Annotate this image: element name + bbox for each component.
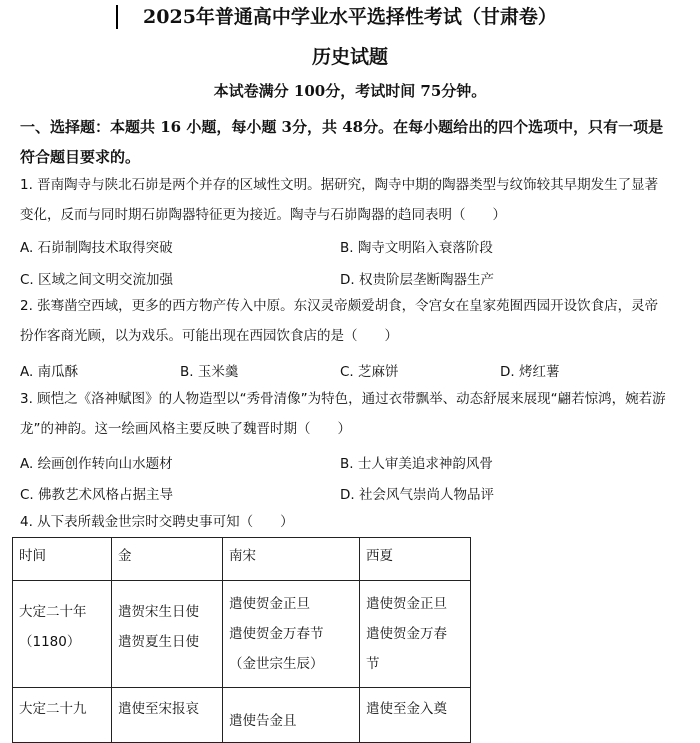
exam-info: 本试卷满分 100分，考试时间 75分钟。: [213, 82, 487, 100]
cell-line: 遣贺宋生日使: [118, 604, 199, 620]
question-2-stem: 2. 张骞凿空西域，更多的西方物产传入中原。东汉灵帝颇爱胡食，令宫女在皇家苑囿西园开设饮食店，灵帝扮作客商光顾，以为戏乐。可能出现在西园饮食店的是（ ）: [20, 298, 659, 344]
table-header-row: [13, 538, 471, 581]
table-header-cell: 时间: [13, 538, 112, 581]
exchange-table: [12, 537, 471, 743]
q2-option-c: C. 芝麻饼: [340, 364, 399, 380]
question-4-stem: 4. 从下表所载金世宗时交聘史事可知（ ）: [20, 514, 294, 530]
q1-option-a: A. 石峁制陶技术取得突破: [20, 240, 173, 256]
table-cell: [13, 581, 112, 688]
q3-option-c: C. 佛教艺术风格占据主导: [20, 487, 174, 503]
q1-option-c: C. 区域之间文明交流加强: [20, 272, 174, 288]
q3-option-b: B. 士人审美追求神韵风骨: [340, 456, 493, 472]
q3-option-d: D. 社会风气崇尚人物品评: [340, 487, 494, 503]
table-cell: [223, 581, 360, 688]
cell-line: 大定二十九: [19, 701, 87, 717]
cell-line: 大定二十年: [19, 604, 87, 620]
table-header-cell: 西夏: [360, 538, 471, 581]
table-header-cell: 南宋: [223, 538, 360, 581]
q2-option-b: B. 玉米羹: [180, 364, 239, 380]
question-1-stem: 1. 晋南陶寺与陕北石峁是两个并存的区域性文明。据研究，陶寺中期的陶器类型与纹饰较其早期发生了显著变化，反而与同时期石峁陶器特征更为接近。陶寺与石峁陶器的趋同表明（ ）: [20, 177, 659, 223]
q2-option-a: A. 南瓜酥: [20, 364, 79, 380]
table-cell: [13, 688, 112, 743]
section-heading: 一、选择题：本题共 16 小题，每小题 3分，共 48分。在每小题给出的四个选项中，只有一项是符合题目要求的。: [20, 118, 664, 166]
cell-line: 节: [366, 656, 380, 672]
cell-line: 遣使贺金正旦: [229, 596, 310, 612]
table-cell: [112, 688, 223, 743]
cell-line: 遣使贺金万春节: [229, 626, 324, 642]
table-cell: [112, 581, 223, 688]
table-row: [13, 688, 471, 743]
exam-title: 2025年普通高中学业水平选择性考试（甘肃卷）: [143, 6, 557, 28]
table-cell: [223, 688, 360, 743]
cell-line: 遣使告金且: [229, 713, 297, 729]
q1-option-d: D. 权贵阶层垄断陶器生产: [340, 272, 494, 288]
cell-line: 遣贺夏生日使: [118, 634, 199, 650]
q1-option-b: B. 陶寺文明陷入衰落阶段: [340, 240, 493, 256]
cell-line: 遣使贺金万春: [366, 626, 447, 642]
table-header-cell: 金: [112, 538, 223, 581]
cell-line: （1180）: [19, 634, 81, 650]
subject-title: 历史试题: [311, 46, 388, 68]
cell-line: 遣使贺金正旦: [366, 596, 447, 612]
question-3-stem: 3. 顾恺之《洛神赋图》的人物造型以“秀骨清像”为特色，通过衣带飘举、动态舒展来展现“翩若惊鸿，婉若游龙”的神韵。这一绘画风格主要反映了魏晋时期（ ）: [20, 391, 666, 437]
cell-line: 遣使至金入奠: [366, 701, 447, 717]
cell-line: （金世宗生辰）: [229, 656, 324, 672]
q3-option-a: A. 绘画创作转向山水题材: [20, 456, 173, 472]
table-cell: [360, 581, 471, 688]
table-cell: [360, 688, 471, 743]
table-row: [13, 581, 471, 688]
cell-line: 遣使至宋报哀: [118, 701, 199, 717]
q2-option-d: D. 烤红薯: [500, 364, 560, 380]
